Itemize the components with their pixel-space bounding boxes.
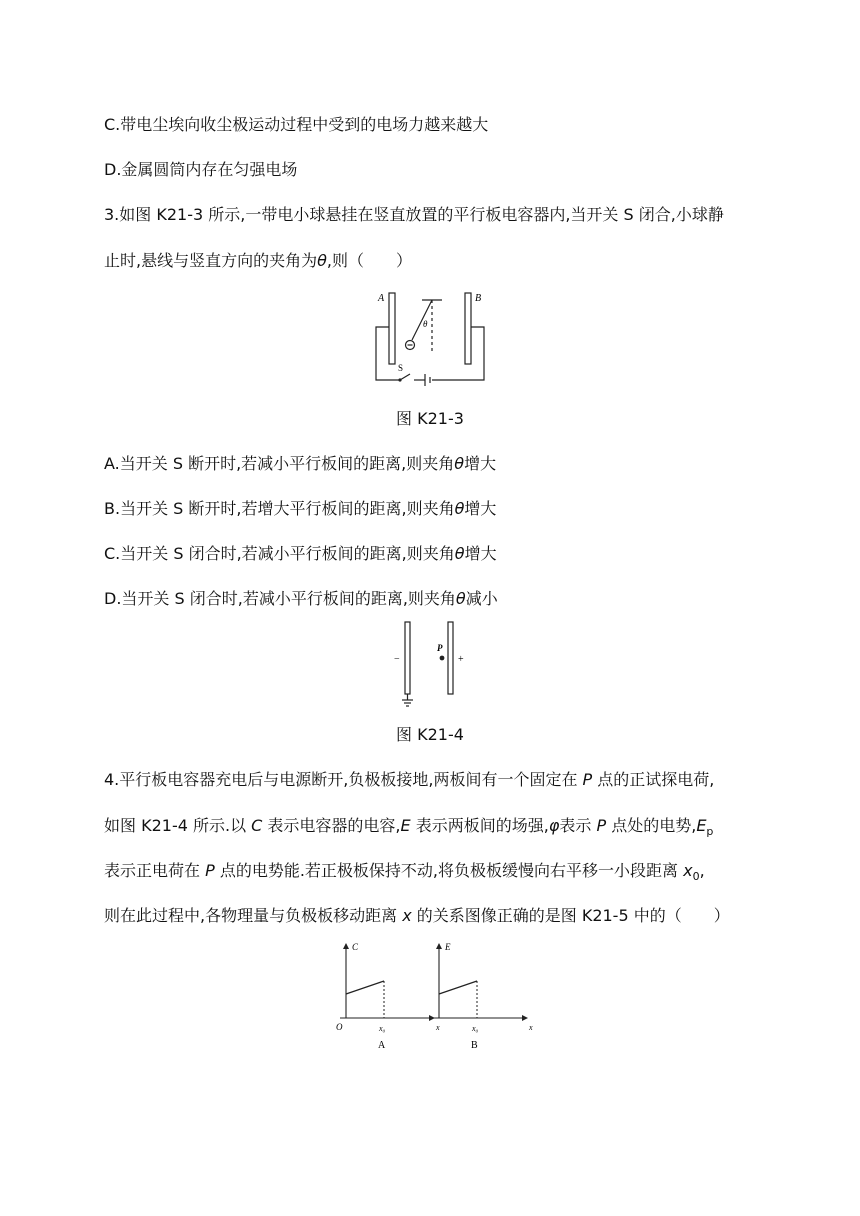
var-phi: φ — [548, 816, 560, 835]
q4-text: 则在此过程中,各物理量与负极板移动距离 — [104, 906, 403, 925]
series-line — [346, 981, 384, 994]
var-p: P — [596, 816, 607, 835]
theta-symbol: θ — [455, 589, 466, 608]
q4-text: 表示正电荷在 — [104, 861, 206, 880]
label-b: B — [475, 293, 482, 304]
y-axis-arrow — [436, 943, 442, 949]
plate-a — [389, 293, 395, 364]
q3-option-a-end: 增大 — [464, 454, 497, 473]
point-p — [440, 656, 445, 661]
q4-text: 点的电势能.若正极板保持不动,将负极板缓慢向右平移一小段距离 — [214, 861, 684, 880]
theta-symbol: θ — [454, 499, 465, 518]
q3-option-c-text: C.当开关 S 闭合时,若减小平行板间的距离,则夹角 — [104, 544, 455, 563]
var-x0-sub: 0 — [692, 870, 700, 884]
q3-option-c-end: 增大 — [464, 544, 497, 563]
x-axis-arrow — [522, 1015, 528, 1021]
q3-option-a-text: A.当开关 S 断开时,若减小平行板间的距离,则夹角 — [104, 454, 455, 473]
negative-plate — [405, 622, 410, 694]
q4-text: 表示 — [559, 816, 597, 835]
caption-k21-4: 图 K21-4 — [396, 725, 464, 744]
q4-line-2 — [104, 815, 713, 843]
series-line — [439, 981, 477, 994]
x-axis-label: x — [436, 1023, 440, 1032]
var-p: P — [205, 861, 215, 880]
q4-text: 点的正试探电荷, — [592, 770, 715, 789]
positive-plate — [448, 622, 453, 694]
x-axis-label: x — [529, 1023, 533, 1032]
y-axis-label: E — [445, 942, 451, 952]
y-axis-label: C — [352, 942, 359, 952]
x0-tick-label: x₀ — [472, 1024, 479, 1033]
q3-line-1: 3.如图 K21-3 所示,一带电小球悬挂在竖直放置的平行板电容器内,当开关 S 闭合,小球静 — [104, 205, 724, 224]
y-axis-arrow — [343, 943, 349, 949]
plus-label: + — [458, 654, 464, 665]
option-c-prev: C.带电尘埃向收尘极运动过程中受到的电场力越来越大 — [104, 115, 489, 134]
q4-text: 表示两板间的场强, — [410, 816, 549, 835]
origin-label: O — [336, 1022, 343, 1032]
caption-k21-3: 图 K21-3 — [396, 409, 464, 428]
var-ep: E — [696, 816, 707, 835]
q4-text: 如图 K21-4 所示.以 — [104, 816, 252, 835]
x0-tick-label: x₀ — [379, 1024, 386, 1033]
q3-line-2b: ,则（ ） — [326, 251, 412, 270]
label-s: S — [398, 363, 404, 373]
q3-option-d-text: D.当开关 S 闭合时,若减小平行板间的距离,则夹角 — [104, 589, 456, 608]
wire-right — [432, 327, 484, 380]
q4-text: 表示电容器的电容, — [262, 816, 401, 835]
q3-option-b-end: 增大 — [464, 499, 497, 518]
q4-line-4 — [104, 905, 730, 927]
figure-k21-3 — [370, 290, 500, 386]
wire-left — [376, 327, 400, 380]
q4-text: , — [699, 861, 705, 880]
q4-text: 4.平行板电容器充电后与电源断开,负极板接地,两板间有一个固定在 — [104, 770, 583, 789]
p-label: P — [437, 643, 443, 653]
q3-line-2 — [104, 250, 412, 272]
q3-option-c — [104, 543, 497, 565]
q3-option-d-end: 减小 — [465, 589, 498, 608]
q4-line-1 — [104, 769, 714, 791]
q3-line-2a: 止时,悬线与竖直方向的夹角为 — [104, 251, 318, 270]
plate-b — [465, 293, 471, 364]
q3-option-d — [104, 588, 498, 610]
var-p: P — [582, 770, 593, 789]
var-c: C — [251, 816, 263, 835]
label-a: A — [378, 293, 385, 304]
var-e: E — [400, 816, 411, 835]
minus-label: − — [394, 654, 400, 665]
label-theta: θ — [423, 319, 428, 329]
switch-s — [400, 374, 410, 380]
var-ep-sub: p — [706, 825, 714, 839]
figure-k21-5-graphs — [334, 938, 534, 1050]
q3-option-b-text: B.当开关 S 断开时,若增大平行板间的距离,则夹角 — [104, 499, 455, 518]
option-d-prev: D.金属圆筒内存在匀强电场 — [104, 160, 298, 179]
option-label: A — [378, 1040, 386, 1051]
q4-line-3 — [104, 860, 705, 888]
q4-text: 的关系图像正确的是图 K21-5 中的（ ） — [411, 906, 730, 925]
theta-symbol: θ — [454, 454, 465, 473]
figure-k21-4 — [392, 620, 472, 708]
string — [412, 300, 432, 340]
var-x0: x — [683, 861, 693, 880]
option-label: B — [471, 1040, 478, 1051]
var-x: x — [402, 906, 412, 925]
q3-option-b — [104, 498, 496, 520]
theta-symbol: θ — [317, 251, 327, 270]
theta-symbol: θ — [454, 544, 465, 563]
q3-option-a — [104, 453, 496, 475]
q4-text: 点处的电势, — [606, 816, 697, 835]
